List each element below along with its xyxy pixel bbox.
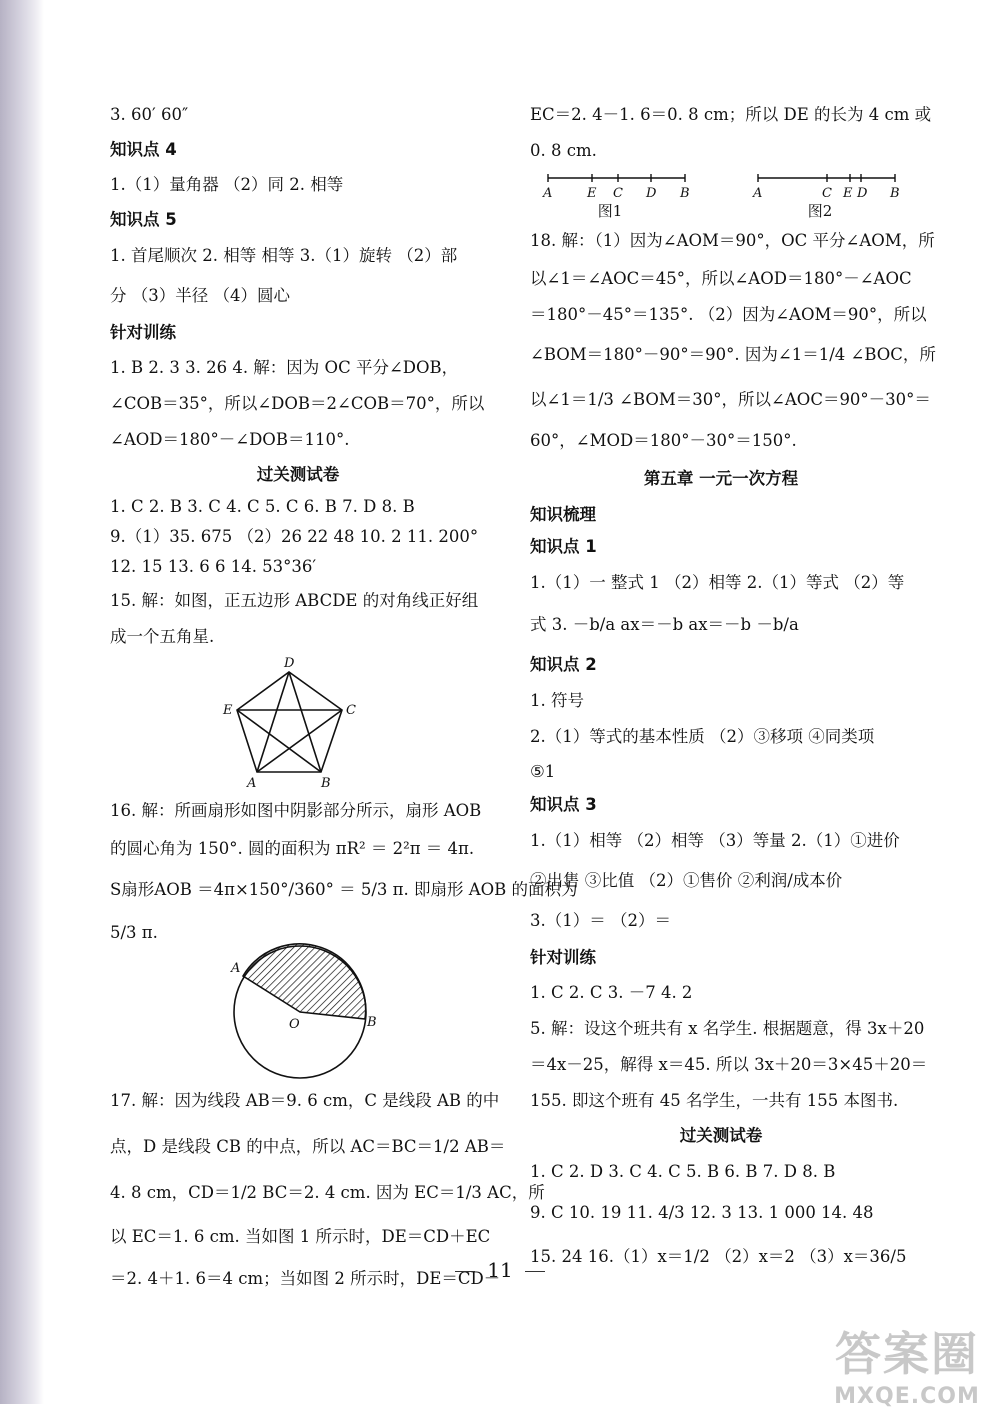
answer-line: 3. 60′ 60″ <box>110 105 189 124</box>
answer-line: ＝180°－45°＝135°. （2）因为∠AOM＝90°，所以 <box>530 305 927 324</box>
figure-caption: 图1 <box>597 202 623 220</box>
section-title: 过关测试卷 <box>679 1126 763 1145</box>
fig1-label: D <box>646 186 657 201</box>
answer-line: 的圆心角为 150°. 圆的面积为 πR² ＝ 2²π ＝ 4π. <box>110 839 475 858</box>
pentagon-label-d: D <box>284 656 295 671</box>
answer-line: 1.（1）量角器 （2）同 2. 相等 <box>110 175 344 194</box>
fig1-label: E <box>587 186 597 201</box>
chapter-title: 第五章 一元一次方程 <box>643 469 799 488</box>
answer-line: 1. C 2. C 3. －7 4. 2 <box>530 983 693 1002</box>
section-heading: 知识点 2 <box>530 655 597 674</box>
section-heading: 知识点 3 <box>530 795 597 814</box>
pentagon-label-c: C <box>346 703 356 718</box>
answer-line: 以∠1＝1/3 ∠BOM＝30°，所以∠AOC＝90°－30°＝ <box>530 390 931 409</box>
sector-label-b: B <box>367 1015 377 1030</box>
pentagon-label-b: B <box>321 776 331 791</box>
page-number-text: 11 <box>487 1258 513 1282</box>
answer-line: 1.（1）一 整式 1 （2）相等 2.（1）等式 （2）等 <box>530 573 905 592</box>
segment-figure-2 <box>740 168 900 221</box>
answer-line: 1. 符号 <box>530 691 584 710</box>
answer-line: 5. 解：设这个班共有 x 名学生. 根据题意，得 3x＋20 <box>530 1019 925 1038</box>
fig2-label: B <box>890 186 900 201</box>
sector-label-o: O <box>289 1017 300 1032</box>
fig2-label: E <box>843 186 853 201</box>
answer-line: 0. 8 cm. <box>530 141 597 160</box>
segment-figure-1 <box>530 168 690 221</box>
pentagon-label-a: A <box>247 776 257 791</box>
fig1-label: B <box>680 186 690 201</box>
answer-line: 18. 解：（1）因为∠AOM＝90°，OC 平分∠AOM，所 <box>530 231 935 250</box>
answer-line: ＝4x－25，解得 x＝45. 所以 3x＋20＝3×45＋20＝ <box>530 1055 928 1074</box>
answer-line: 1. C 2. B 3. C 4. C 5. C 6. B 7. D 8. B <box>110 497 415 516</box>
section-heading: 针对训练 <box>110 323 176 342</box>
answer-line: 1.（1）相等 （2）相等 （3）等量 2.（1）①进价 <box>530 831 900 850</box>
answer-line: 15. 24 16.（1）x＝1/2 （2）x＝2 （3）x＝36/5 <box>530 1247 907 1266</box>
answer-line: 4. 8 cm，CD＝1/2 BC＝2. 4 cm. 因为 EC＝1/3 AC，所 <box>110 1183 545 1202</box>
answer-line: 1. C 2. D 3. C 4. C 5. B 6. B 7. D 8. B <box>530 1162 836 1181</box>
segment-figures <box>530 168 900 221</box>
answer-line: 以 EC＝1. 6 cm. 当如图 1 所示时，DE＝CD＋EC <box>110 1227 491 1246</box>
answer-line: 成一个五角星. <box>110 627 215 646</box>
sector-label-a: A <box>231 961 241 976</box>
watermark-logo-text: 答案圈 <box>835 1327 979 1381</box>
answer-line: 16. 解：所画扇形如图中阴影部分所示，扇形 AOB <box>110 801 482 820</box>
pentagon-star-figure <box>223 654 373 792</box>
answer-line: 3.（1）＝ （2）＝ <box>530 911 671 930</box>
watermark-domain: MXQE.COM <box>834 1384 980 1409</box>
answer-line: 12. 15 13. 6 6 14. 53°36′ <box>110 557 317 576</box>
pentagon-label-e: E <box>223 703 233 718</box>
answer-line: 以∠1＝∠AOC＝45°，所以∠AOD＝180°－∠AOC <box>530 269 912 288</box>
answer-line: 5/3 π. <box>110 923 158 942</box>
answer-line: 1. B 2. 3 3. 26 4. 解：因为 OC 平分∠DOB， <box>110 358 459 377</box>
answer-line: ⑤1 <box>530 762 556 781</box>
answer-line: ∠BOM＝180°－90°＝90°. 因为∠1＝1/4 ∠BOC，所 <box>530 345 936 364</box>
page-number-dash <box>525 1271 545 1272</box>
answer-line: 点，D 是线段 CB 的中点，所以 AC＝BC＝1/2 AB＝ <box>110 1137 506 1156</box>
answer-line: ∠COB＝35°，所以∠DOB＝2∠COB＝70°，所以 <box>110 394 485 413</box>
answer-line: ＝2. 4＋1. 6＝4 cm；当如图 2 所示时，DE＝CD－ <box>110 1269 501 1288</box>
right-column <box>530 96 936 1279</box>
answer-line: 2.（1）等式的基本性质 （2）③移项 ④同类项 <box>530 727 875 746</box>
section-title: 过关测试卷 <box>256 465 340 484</box>
answer-line: EC＝2. 4－1. 6＝0. 8 cm；所以 DE 的长为 4 cm 或 <box>530 105 932 124</box>
fig2-label: C <box>822 186 832 201</box>
figure-caption: 图2 <box>807 202 833 220</box>
answer-line: 式 3. －b/a ax＝－b ax＝－b －b/a <box>530 615 799 634</box>
section-heading: 知识点 4 <box>110 140 177 159</box>
section-heading: 针对训练 <box>530 948 596 967</box>
page-number-dash <box>455 1271 475 1272</box>
answer-line: ②出售 ③比值 （2）①售价 ②利润/成本价 <box>530 871 843 890</box>
section-heading: 知识点 5 <box>110 210 177 229</box>
answer-line: 155. 即这个班有 45 名学生，一共有 155 本图书. <box>530 1091 899 1110</box>
answer-line: 分 （3）半径 （4）圆心 <box>110 286 290 305</box>
sector-figure <box>223 954 377 1078</box>
answer-line: 9.（1）35. 675 （2）26 22 48 10. 2 11. 200° <box>110 527 479 546</box>
fig2-label: D <box>857 186 868 201</box>
section-heading: 知识梳理 <box>530 505 596 524</box>
site-watermark <box>822 1318 992 1409</box>
fig2-label: A <box>753 186 763 201</box>
section-heading: 知识点 1 <box>530 537 597 556</box>
fig1-label: C <box>613 186 623 201</box>
answer-line: 60°，∠MOD＝180°－30°＝150°. <box>530 431 797 450</box>
answer-line: 17. 解：因为线段 AB＝9. 6 cm，C 是线段 AB 的中 <box>110 1091 500 1110</box>
answer-line: 15. 解：如图，正五边形 ABCDE 的对角线正好组 <box>110 591 479 610</box>
book-spine-shadow <box>0 0 44 1404</box>
answer-line: 1. 首尾顺次 2. 相等 相等 3.（1）旋转 （2）部 <box>110 246 458 265</box>
answer-line: ∠AOD＝180°－∠DOB＝110°. <box>110 430 350 449</box>
answer-line: 9. C 10. 19 11. 4/3 12. 3 13. 1 000 14. 48 <box>530 1203 874 1222</box>
fig1-label: A <box>543 186 553 201</box>
answer-line: S扇形AOB ＝4π×150°/360° ＝ 5/3 π. 即扇形 AOB 的面积为 <box>110 880 578 899</box>
page-number <box>0 1258 1000 1282</box>
